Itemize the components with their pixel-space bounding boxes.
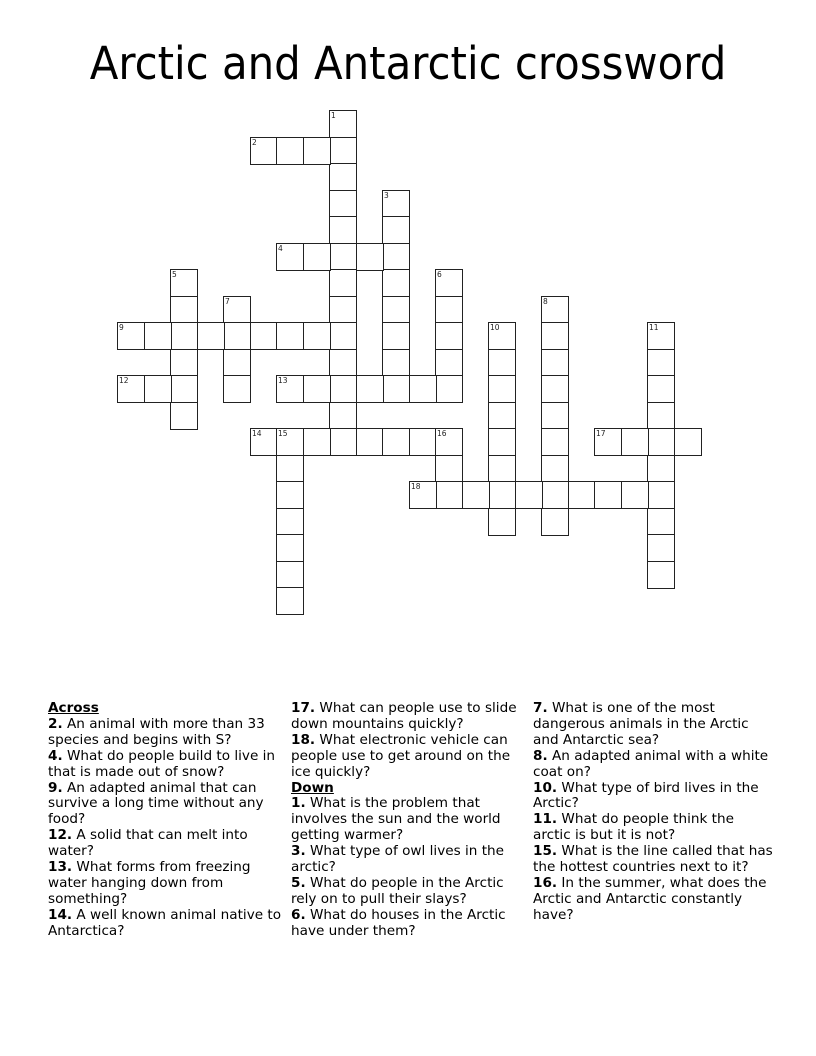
grid-cell[interactable] — [356, 428, 384, 456]
grid-cell[interactable] — [409, 375, 437, 403]
grid-cell[interactable] — [435, 269, 463, 297]
clue-down-16 — [533, 876, 773, 924]
grid-cell[interactable] — [276, 561, 304, 589]
clue-number-label: 18 — [411, 482, 421, 491]
clue-text: What do people think the arctic is but it is not? — [533, 811, 734, 844]
clue-across-4 — [48, 749, 288, 781]
clue-number-label: 7 — [225, 297, 230, 306]
grid-cell[interactable] — [356, 243, 384, 271]
clue-number: 8. — [533, 747, 548, 764]
grid-cell[interactable] — [276, 508, 304, 536]
grid-cell[interactable] — [541, 296, 569, 324]
grid-cell[interactable] — [435, 481, 463, 509]
grid-cell[interactable] — [488, 481, 516, 509]
grid-cell[interactable] — [409, 428, 437, 456]
grid-cell[interactable] — [674, 428, 702, 456]
grid-cell[interactable] — [223, 296, 251, 324]
clue-number: 6. — [291, 906, 306, 923]
clue-number: 7. — [533, 700, 548, 716]
clue-across-18 — [291, 733, 531, 781]
grid-cell[interactable] — [170, 402, 198, 430]
clue-down-10 — [533, 781, 773, 813]
clue-down-5 — [291, 876, 531, 908]
clue-text: What can people use to slide down mountains quickly? — [291, 700, 517, 732]
grid-cell[interactable] — [329, 322, 357, 350]
clue-number: 16. — [533, 874, 558, 891]
grid-cell[interactable] — [170, 375, 198, 403]
clue-text: In the summer, what does the Arctic and Antarctic constantly have? — [533, 874, 767, 923]
grid-cell[interactable] — [170, 296, 198, 324]
clue-number-label: 3 — [384, 191, 389, 200]
clue-number: 17. — [291, 700, 316, 716]
clue-number: 1. — [291, 795, 306, 812]
grid-cell[interactable] — [647, 534, 675, 562]
clue-down-15 — [533, 844, 773, 876]
grid-cell[interactable] — [462, 481, 490, 509]
grid-cell[interactable] — [488, 455, 516, 483]
clue-down-7 — [533, 701, 773, 749]
grid-cell[interactable] — [329, 243, 357, 271]
grid-cell[interactable] — [276, 243, 304, 271]
clue-across-9 — [48, 781, 288, 829]
clues-column-3 — [533, 701, 773, 924]
grid-cell[interactable] — [144, 375, 172, 403]
grid-cell[interactable] — [276, 481, 304, 509]
clue-number-label: 4 — [278, 244, 283, 253]
clue-across-17 — [291, 701, 531, 733]
grid-cell[interactable] — [356, 375, 384, 403]
clue-number: 14. — [48, 906, 73, 923]
grid-cell[interactable] — [382, 243, 410, 271]
clue-text: What do people in the Arctic rely on to pull their slays? — [291, 874, 504, 907]
clue-number-label: 16 — [437, 429, 447, 438]
grid-cell[interactable] — [382, 269, 410, 297]
grid-cell[interactable] — [409, 481, 437, 509]
grid-cell[interactable] — [621, 481, 649, 509]
grid-cell[interactable] — [541, 402, 569, 430]
page-title: Arctic and Antarctic crossword — [89, 37, 727, 90]
clues-column-1 — [48, 701, 288, 940]
clue-number-label: 1 — [331, 111, 336, 120]
grid-cell[interactable] — [435, 455, 463, 483]
grid-cell[interactable] — [223, 375, 251, 403]
grid-cell[interactable] — [170, 269, 198, 297]
clue-text: What type of bird lives in the Arctic? — [533, 779, 759, 812]
clue-text: What is the problem that involves the sun and the world getting warmer? — [291, 795, 501, 844]
clue-down-6 — [291, 908, 531, 940]
clue-number-label: 10 — [490, 323, 500, 332]
clue-number-label: 13 — [278, 376, 288, 385]
grid-cell[interactable] — [117, 375, 145, 403]
clue-number: 12. — [48, 827, 73, 844]
clue-number-label: 15 — [278, 429, 288, 438]
clue-text: What is the line called that has the hottest countries next to it? — [533, 843, 773, 876]
grid-cell[interactable] — [435, 375, 463, 403]
clue-number-label: 12 — [119, 376, 129, 385]
grid-cell[interactable] — [541, 455, 569, 483]
grid-cell[interactable] — [276, 375, 304, 403]
grid-cell[interactable] — [303, 243, 331, 271]
grid-cell[interactable] — [276, 322, 304, 350]
grid-cell[interactable] — [435, 296, 463, 324]
grid-cell[interactable] — [250, 428, 278, 456]
grid-cell[interactable] — [276, 587, 304, 615]
grid-cell[interactable] — [382, 296, 410, 324]
clues-column-2 — [291, 701, 531, 940]
grid-cell[interactable] — [144, 322, 172, 350]
clue-text: An adapted animal with a white coat on? — [533, 747, 769, 780]
clue-text: A solid that can melt into water? — [48, 827, 248, 860]
grid-cell[interactable] — [303, 375, 331, 403]
clue-number: 9. — [48, 779, 63, 796]
clue-text: What type of owl lives in the arctic? — [291, 843, 505, 876]
grid-cell[interactable] — [621, 428, 649, 456]
grid-cell[interactable] — [488, 402, 516, 430]
grid-cell[interactable] — [223, 322, 251, 350]
clue-text: What forms from freezing water hanging down from something? — [48, 859, 251, 907]
grid-cell[interactable] — [170, 349, 198, 377]
grid-cell[interactable] — [541, 322, 569, 350]
grid-cell[interactable] — [329, 137, 357, 165]
clue-text: What is one of the most dangerous animals in the Arctic and Antarctic sea? — [533, 700, 749, 748]
clue-text: A well known animal native to Antarctica? — [48, 906, 282, 939]
clue-number: 13. — [48, 859, 73, 876]
grid-cell[interactable] — [647, 428, 675, 456]
grid-cell[interactable] — [647, 481, 675, 509]
grid-cell[interactable] — [329, 428, 357, 456]
clue-across-13 — [48, 860, 288, 908]
grid-cell[interactable] — [594, 428, 622, 456]
grid-cell[interactable] — [276, 455, 304, 483]
grid-cell[interactable] — [488, 322, 516, 350]
grid-cell[interactable] — [647, 375, 675, 403]
clue-number-label: 14 — [252, 429, 262, 438]
grid-cell[interactable] — [594, 481, 622, 509]
grid-cell[interactable] — [250, 322, 278, 350]
clue-number: 10. — [533, 779, 558, 796]
grid-cell[interactable] — [541, 375, 569, 403]
clue-across-14 — [48, 908, 288, 940]
grid-cell[interactable] — [435, 322, 463, 350]
clue-across-2 — [48, 717, 288, 749]
grid-cell[interactable] — [276, 137, 304, 165]
clue-across-12 — [48, 828, 288, 860]
grid-cell[interactable] — [541, 349, 569, 377]
clue-number-label: 9 — [119, 323, 124, 332]
clue-text: An animal with more than 33 species and begins with S? — [48, 715, 265, 748]
grid-cell[interactable] — [382, 428, 410, 456]
clue-number-label: 5 — [172, 270, 177, 279]
down-heading: Down — [291, 779, 334, 796]
grid-cell[interactable] — [435, 349, 463, 377]
grid-cell[interactable] — [382, 349, 410, 377]
grid-cell[interactable] — [541, 508, 569, 536]
grid-cell[interactable] — [329, 296, 357, 324]
clue-number: 18. — [291, 731, 316, 748]
grid-cell[interactable] — [541, 481, 569, 509]
grid-cell[interactable] — [382, 190, 410, 218]
clue-number: 5. — [291, 874, 306, 891]
grid-cell[interactable] — [303, 137, 331, 165]
clue-text: What do people build to live in that is made out of snow? — [48, 747, 276, 780]
clue-down-1 — [291, 796, 531, 844]
clue-down-11 — [533, 812, 773, 844]
clue-number-label: 8 — [543, 297, 548, 306]
grid-cell[interactable] — [329, 216, 357, 244]
grid-cell[interactable] — [117, 322, 145, 350]
clue-number-label: 6 — [437, 270, 442, 279]
grid-cell[interactable] — [647, 455, 675, 483]
grid-cell[interactable] — [488, 349, 516, 377]
grid-cell[interactable] — [568, 481, 596, 509]
grid-cell[interactable] — [303, 428, 331, 456]
grid-cell[interactable] — [647, 508, 675, 536]
grid-cell[interactable] — [647, 322, 675, 350]
grid-cell[interactable] — [647, 402, 675, 430]
clue-down-8 — [533, 749, 773, 781]
grid-cell[interactable] — [329, 110, 357, 138]
clue-number: 3. — [291, 843, 306, 860]
grid-cell[interactable] — [329, 349, 357, 377]
clue-number: 15. — [533, 843, 558, 860]
grid-cell[interactable] — [541, 428, 569, 456]
grid-cell[interactable] — [329, 375, 357, 403]
grid-cell[interactable] — [329, 163, 357, 191]
clue-text: An adapted animal that can survive a long time without any food? — [48, 779, 264, 828]
grid-cell[interactable] — [170, 322, 198, 350]
clue-number: 4. — [48, 747, 63, 764]
grid-cell[interactable] — [250, 137, 278, 165]
grid-cell[interactable] — [223, 349, 251, 377]
clue-text: What do houses in the Arctic have under them? — [291, 906, 506, 939]
grid-cell[interactable] — [382, 216, 410, 244]
grid-cell[interactable] — [276, 534, 304, 562]
grid-cell[interactable] — [276, 428, 304, 456]
grid-cell[interactable] — [488, 428, 516, 456]
grid-cell[interactable] — [197, 322, 225, 350]
grid-cell[interactable] — [382, 322, 410, 350]
across-heading: Across — [48, 700, 99, 716]
grid-cell[interactable] — [382, 375, 410, 403]
grid-cell[interactable] — [488, 508, 516, 536]
clue-number: 11. — [533, 811, 558, 828]
clue-down-3 — [291, 844, 531, 876]
grid-cell[interactable] — [303, 322, 331, 350]
grid-cell[interactable] — [329, 190, 357, 218]
grid-cell[interactable] — [488, 375, 516, 403]
grid-cell[interactable] — [329, 402, 357, 430]
grid-cell[interactable] — [647, 349, 675, 377]
clue-text: What electronic vehicle can people use to get around on the ice quickly? — [291, 731, 511, 780]
clue-number-label: 11 — [649, 323, 659, 332]
grid-cell[interactable] — [515, 481, 543, 509]
grid-cell[interactable] — [647, 561, 675, 589]
clue-number: 2. — [48, 715, 63, 732]
grid-cell[interactable] — [329, 269, 357, 297]
grid-cell[interactable] — [435, 428, 463, 456]
clue-number-label: 17 — [596, 429, 606, 438]
clue-number-label: 2 — [252, 138, 257, 147]
